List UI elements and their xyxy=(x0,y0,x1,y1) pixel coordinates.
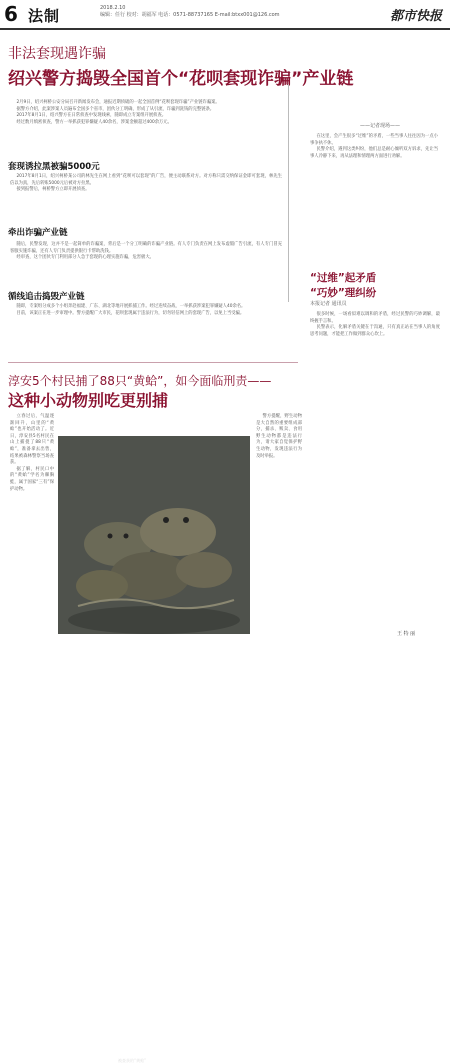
masthead xyxy=(0,0,450,30)
editor-contact: 编辑：任行 校对：胡福军 电话：0571-88737165 E-mail:btxx001@126.com xyxy=(100,12,280,18)
lead-kicker: 非法套现遇诈骗 xyxy=(8,46,106,62)
subheading-2: 牵出诈骗产业链 xyxy=(8,228,68,238)
body-paragraph: 经审查，这个团伙专门利用部分人急于套现的心理实施诈骗，危害极大。 xyxy=(16,255,154,261)
subheading-3: 循线追击捣毁产业链 xyxy=(8,292,85,302)
lead-intro xyxy=(10,100,282,154)
lead-paragraph: 经过数月缜密侦查，警方一举抓获犯罪嫌疑人40余名，涉案金额超过400余万元。 xyxy=(16,119,172,125)
lead-paragraph: 2017年8月1日，绍兴警方在日常侦查中发现线索，随即成立专案组开展侦查。 xyxy=(16,113,167,119)
author-credit: 王 特 丽 xyxy=(397,631,416,637)
subheading-1: 套现诱拉黑被骗5000元 xyxy=(8,162,100,172)
frog-photo xyxy=(58,436,250,1063)
issue-date: 2018.2.10 xyxy=(100,5,126,11)
photo-caption: 被查获的“黄蛤” xyxy=(118,1058,147,1063)
sidebar-byline: 本报记者 通讯员 xyxy=(310,301,347,307)
body-paragraph: 据了解，村民口中的“黄蛤”学名为棘胸蛙，属于国家“三有”保护动物。 xyxy=(10,466,54,492)
section-divider xyxy=(8,362,298,363)
body-paragraph: 接到报警后，柯桥警方立即开展侦查。 xyxy=(16,187,90,193)
sidebar-panel xyxy=(290,112,450,342)
newspaper-brand: 都市快报 xyxy=(389,9,442,24)
lead-headline: 绍兴警方捣毁全国首个“花呗套现诈骗”产业链 xyxy=(8,69,354,89)
sidebar-paragraph: 民警介绍，遇到这类纠纷，他们总是耐心倾听双方诉求，先让当事人冷静下来，再从法理和情理两方面进行劝解。 xyxy=(310,147,438,159)
subsection-2-body xyxy=(10,242,282,286)
second-kicker: 淳安5个村民捕了88只“黄蛤”，如今面临刑责—— xyxy=(8,374,272,388)
subsection-1-body xyxy=(10,174,282,218)
sidebar-paragraph: 在这里，会产生很多“过维”的矛盾，一些当事人往往因为一点小事争执不休。 xyxy=(310,134,438,146)
lead-paragraph: 2月9日，绍兴柯桥公安分局召开新闻发布会，通报近期侦破的一起全国首例“花呗套现诈骗”产业链诈骗案。 xyxy=(16,100,220,105)
sidebar-upper-body xyxy=(310,134,438,264)
masthead-meta xyxy=(100,5,280,19)
body-paragraph: 警方提醒，野生动物是大自然的重要组成部分，捕杀、贩卖、食用野生动物都是违法行为，请大家自觉保护野生动物，发现违法行为及时举报。 xyxy=(256,414,302,459)
sidebar-title-line1: “过维”起矛盾 xyxy=(310,272,377,284)
body-paragraph: 2017年8月1日，绍兴柯桥某公司的林先生在网上看到“花呗可以套现”的广告，便主动联系对方。对方称只需交纳保证金即可套现，林先生信以为真，先后转账5000元后被对方拉黑。 xyxy=(10,174,282,186)
sidebar-paragraph: 很多时候，一场看似难以调和的矛盾，经过民警的巧妙调解，最终握手言和。 xyxy=(310,312,440,324)
section-name: 法制 xyxy=(28,7,61,25)
second-body-left xyxy=(10,414,54,632)
sidebar-label: ——记者现场—— xyxy=(359,123,400,129)
page-number: 6 xyxy=(4,2,18,26)
sidebar-paragraph: 民警表示，化解矛盾关键在于沟通，只有真正站在当事人的角度思考问题，才能把工作做到群众心坎上。 xyxy=(310,325,440,337)
body-paragraph: 随后，民警发现，这并不是一起简单的诈骗案，背后是一个分工明确的诈骗产业链。有人专门负责在网上发布虚假广告引流，有人专门冒充客服实施诈骗，还有人专门负责提供银行卡帮助洗钱。 xyxy=(10,242,282,254)
second-headline: 这种小动物别吃更别捕 xyxy=(8,391,169,410)
body-paragraph: 随即，专案组分成多个小组奔赴福建、广东、湖北等地开展抓捕工作。经过连续奋战，一举抓获涉案犯罪嫌疑人40余名。 xyxy=(16,304,246,309)
body-paragraph: 立春过后，气温逐渐回升，山里的“黄蛤”也开始活动了。近日，淳安县5名村民在山上捕捉了88只“黄蛤”，准备拿去出售，结果被森林警察当场查获。 xyxy=(10,414,54,466)
sidebar-title-line2: “巧妙”理纠纷 xyxy=(310,287,377,299)
sidebar-lower-body xyxy=(310,312,440,636)
second-body-right xyxy=(256,414,302,632)
frog-illustration xyxy=(58,436,250,634)
column-divider xyxy=(288,84,289,302)
lead-paragraph: 据警方介绍，此案涉案人员遍布全国多个省市，团伙分工明确，形成了从引流、诈骗到洗钱的完整链条。 xyxy=(16,106,215,112)
body-paragraph: 目前，该案正在进一步审理中。警方提醒广大市民，花呗套现属于违法行为，切勿轻信网上的套现广告，以免上当受骗。 xyxy=(16,310,245,316)
